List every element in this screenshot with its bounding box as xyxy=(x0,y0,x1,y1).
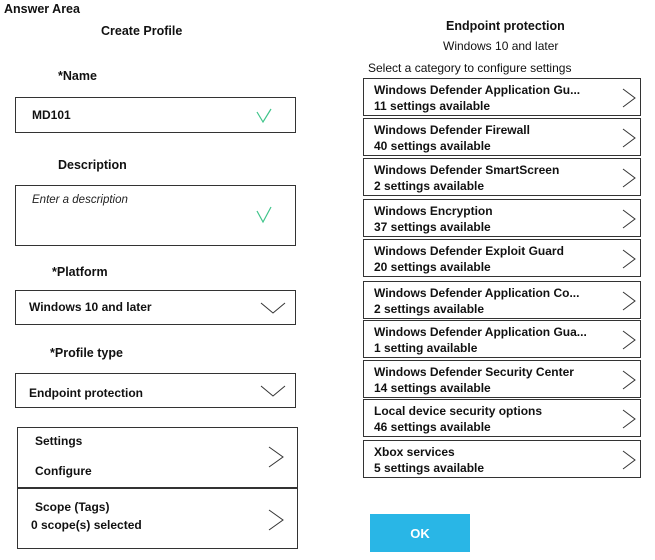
category-count: 5 settings available xyxy=(374,461,485,475)
scope-tags-item[interactable] xyxy=(17,488,298,549)
chevron-right-icon xyxy=(622,330,636,350)
description-label: Description xyxy=(58,158,127,172)
profile-type-label: *Profile type xyxy=(50,346,123,360)
name-value: MD101 xyxy=(32,108,71,122)
profile-type-value: Endpoint protection xyxy=(29,386,143,400)
category-name: Xbox services xyxy=(374,445,455,459)
category-instruction: Select a category to configure settings xyxy=(368,61,572,75)
chevron-right-icon xyxy=(622,409,636,429)
chevron-down-icon xyxy=(260,385,286,397)
check-icon xyxy=(256,108,272,124)
name-label: *Name xyxy=(58,69,97,83)
category-name: Windows Defender Application Co... xyxy=(374,286,580,300)
category-count: 2 settings available xyxy=(374,302,485,316)
category-item[interactable] xyxy=(363,399,641,437)
category-name: Windows Defender SmartScreen xyxy=(374,163,560,177)
category-count: 46 settings available xyxy=(374,420,491,434)
category-name: Local device security options xyxy=(374,404,543,418)
category-item[interactable] xyxy=(363,78,641,116)
category-item[interactable] xyxy=(363,239,641,277)
category-item[interactable] xyxy=(363,118,641,156)
category-count: 1 setting available xyxy=(374,341,478,355)
category-item[interactable] xyxy=(363,158,641,196)
scope-value: 0 scope(s) selected xyxy=(31,518,142,532)
chevron-right-icon xyxy=(622,291,636,311)
chevron-down-icon xyxy=(260,302,286,314)
category-count: 14 settings available xyxy=(374,381,491,395)
platform-label: *Platform xyxy=(52,265,108,279)
chevron-right-icon xyxy=(622,450,636,470)
category-name: Windows Defender Application Gu... xyxy=(374,83,581,97)
category-item[interactable] xyxy=(363,320,641,358)
ok-button[interactable]: OK xyxy=(370,514,470,552)
category-item[interactable] xyxy=(363,440,641,478)
settings-label: Settings xyxy=(35,434,83,448)
chevron-right-icon xyxy=(622,168,636,188)
platform-value: Windows 10 and later xyxy=(29,300,152,314)
platform-select[interactable] xyxy=(15,290,296,325)
description-placeholder: Enter a description xyxy=(32,194,128,206)
category-count: 2 settings available xyxy=(374,179,485,193)
create-profile-title: Create Profile xyxy=(101,24,183,38)
profile-type-select[interactable] xyxy=(15,373,296,408)
chevron-right-icon xyxy=(622,209,636,229)
category-item[interactable] xyxy=(363,199,641,237)
category-name: Windows Defender Firewall xyxy=(374,123,530,137)
category-item[interactable] xyxy=(363,360,641,398)
answer-area-label: Answer Area xyxy=(4,2,80,16)
settings-value: Configure xyxy=(35,464,92,478)
description-field[interactable] xyxy=(15,185,296,246)
category-count: 37 settings available xyxy=(374,220,491,234)
endpoint-protection-title: Endpoint protection xyxy=(446,19,565,33)
chevron-right-icon xyxy=(268,446,284,468)
chevron-right-icon xyxy=(622,128,636,148)
category-count: 11 settings available xyxy=(374,99,491,113)
check-icon xyxy=(256,206,272,224)
category-name: Windows Defender Security Center xyxy=(374,365,574,379)
chevron-right-icon xyxy=(622,249,636,269)
category-name: Windows Defender Exploit Guard xyxy=(374,244,564,258)
name-field[interactable] xyxy=(15,97,296,133)
category-item[interactable] xyxy=(363,281,641,319)
category-count: 20 settings available xyxy=(374,260,491,274)
category-count: 40 settings available xyxy=(374,139,491,153)
settings-configure-item[interactable] xyxy=(17,427,298,488)
chevron-right-icon xyxy=(622,88,636,108)
endpoint-subtitle: Windows 10 and later xyxy=(443,39,559,53)
chevron-right-icon xyxy=(268,509,284,531)
category-name: Windows Defender Application Gua... xyxy=(374,325,587,339)
category-name: Windows Encryption xyxy=(374,204,493,218)
chevron-right-icon xyxy=(622,370,636,390)
scope-label: Scope (Tags) xyxy=(35,500,110,514)
